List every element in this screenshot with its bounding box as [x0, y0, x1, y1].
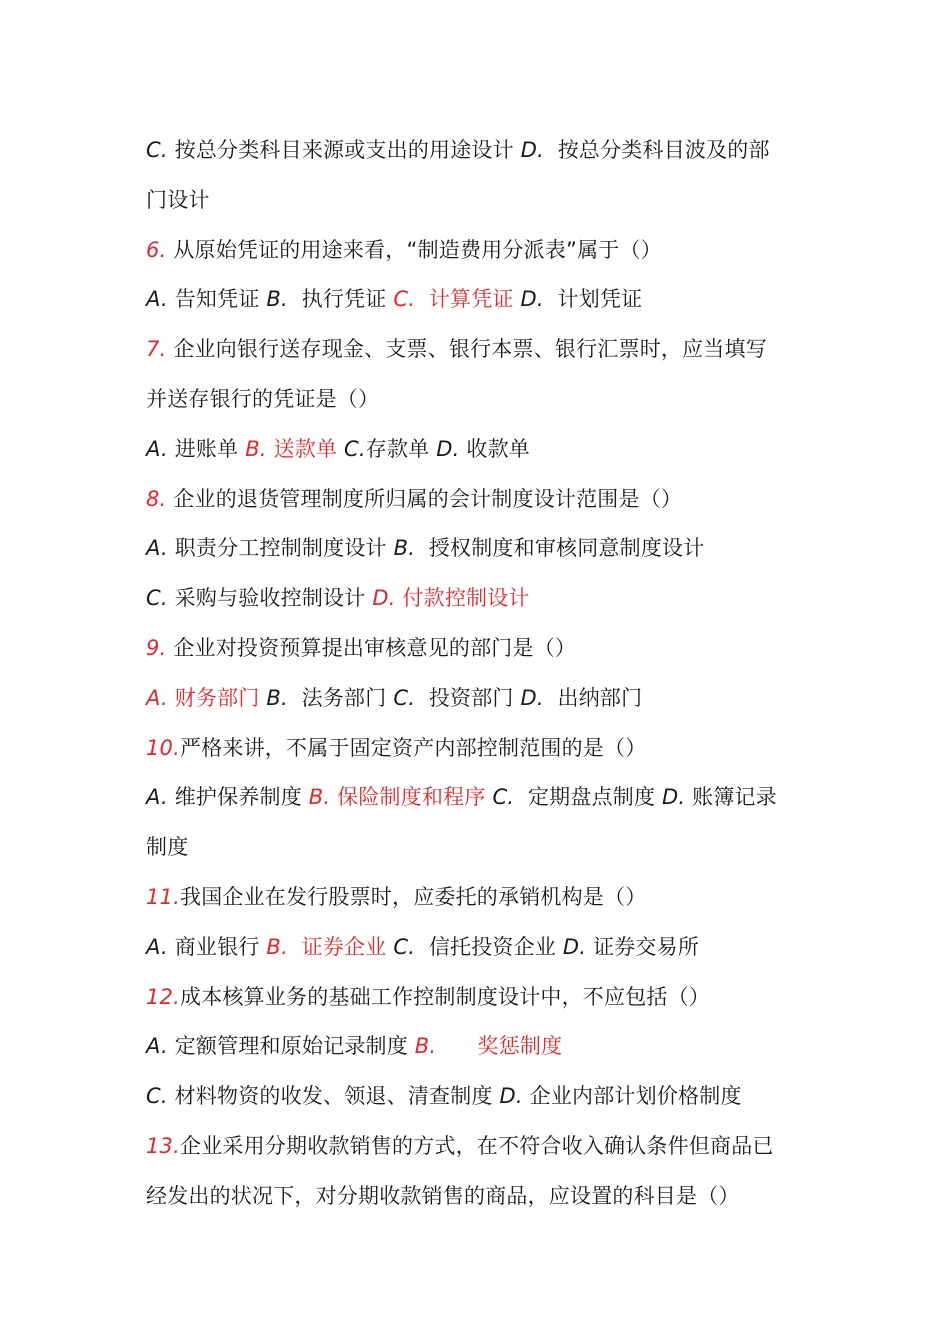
text-line — [146, 425, 816, 475]
text-segment: 企业采用分期收款销售的方式，在不符合收入确认条件但商品已 — [180, 1133, 774, 1158]
option-label: D. — [520, 138, 544, 162]
text-line — [146, 1122, 816, 1172]
text-segment: 计算凭证 — [415, 287, 521, 312]
option-label: C. — [146, 586, 168, 611]
text-line — [146, 624, 816, 674]
option-label: B. — [266, 287, 288, 312]
text-segment: 企业向银行送存现金、支票、银行本票、银行汇票时，应当填写 — [166, 337, 767, 362]
text-segment: 证券企业 — [287, 934, 394, 959]
text-segment: 按总分类科目来源或支出的用途设计 — [167, 138, 521, 162]
option-label: B. — [266, 685, 288, 710]
text-segment: 经发出的状况下，对分期收款销售的商品，应设置的科目是（） — [146, 1183, 740, 1208]
text-segment: 并送存银行的凭证是（） — [146, 386, 380, 411]
option-label: A. — [146, 287, 168, 312]
text-line — [146, 873, 816, 923]
option-label: 7. — [146, 337, 167, 362]
option-label: A. — [146, 934, 168, 959]
text-segment: 门设计 — [146, 187, 210, 212]
text-line — [146, 524, 816, 574]
text-line — [146, 475, 816, 525]
option-label: 9. — [146, 635, 167, 660]
text-segment: 按总分类科目波及的部 — [543, 138, 770, 162]
option-label: B. — [414, 1034, 437, 1059]
text-segment: 定额管理和原始记录制度 — [167, 1034, 415, 1059]
text-segment: 出纳部门 — [543, 685, 643, 710]
text-line — [146, 375, 816, 425]
text-segment: 执行凭证 — [287, 287, 394, 312]
option-label: C. — [146, 1084, 168, 1109]
option-label: C. — [393, 287, 416, 312]
option-label: A. — [146, 436, 168, 461]
option-label: C. — [146, 138, 168, 162]
text-segment: 计划凭证 — [543, 287, 643, 312]
option-label: D. — [520, 287, 544, 312]
option-label: 11. — [146, 884, 180, 909]
text-line — [146, 1172, 816, 1222]
text-segment: 财务部门 — [167, 685, 267, 710]
option-label: C. — [492, 785, 515, 810]
text-segment: 投资部门 — [415, 685, 521, 710]
text-line — [146, 325, 816, 375]
text-segment: 严格来讲，不属于固定资产内部控制范围的是（） — [180, 735, 647, 760]
option-label: A. — [146, 1034, 168, 1059]
text-line — [146, 176, 816, 226]
text-segment: 授权制度和审核同意制度设计 — [415, 536, 705, 561]
text-segment: 从原始凭证的用途来看，“制造费用分派表”属于（） — [166, 237, 662, 262]
text-segment: 告知凭证 — [167, 287, 267, 312]
text-segment: 奖惩制度 — [436, 1034, 563, 1059]
option-label: D. — [436, 436, 460, 461]
text-segment: 付款控制设计 — [395, 586, 530, 611]
text-segment: 材料物资的收发、领退、清查制度 — [167, 1084, 500, 1109]
option-label: 6. — [146, 237, 167, 262]
option-label: D. — [520, 685, 544, 710]
text-segment: 企业对投资预算提出审核意见的部门是（） — [166, 635, 577, 660]
option-label: A. — [146, 536, 168, 561]
text-segment: 法务部门 — [287, 685, 394, 710]
option-label: 8. — [146, 486, 167, 511]
option-label: A. — [146, 685, 168, 710]
option-label: B. — [308, 785, 331, 810]
option-label: C. — [393, 685, 416, 710]
text-line — [146, 1072, 816, 1122]
option-label: B. — [393, 536, 416, 561]
text-line — [146, 724, 816, 774]
option-label: B. — [266, 934, 288, 959]
option-label: D. — [372, 586, 396, 611]
option-label: C. — [344, 436, 366, 461]
text-segment: 账簿记录 — [685, 785, 777, 810]
text-segment: 信托投资企业 — [415, 934, 563, 959]
option-label: D. — [499, 1084, 523, 1109]
text-line — [146, 574, 816, 624]
text-segment: 收款单 — [459, 436, 531, 461]
text-line — [146, 923, 816, 973]
text-segment: 制度 — [146, 835, 189, 860]
option-label: B. — [245, 436, 267, 461]
text-segment: 存款单 — [365, 436, 437, 461]
option-label: A. — [146, 785, 168, 810]
option-label: C. — [393, 934, 416, 959]
text-line — [146, 773, 816, 823]
text-line — [146, 823, 816, 873]
text-segment: 定期盘点制度 — [514, 785, 663, 810]
document-page — [146, 126, 816, 1222]
text-line — [146, 126, 816, 176]
text-segment: 我国企业在发行股票时，应委托的承销机构是（） — [180, 884, 647, 909]
text-segment: 采购与验收控制设计 — [167, 586, 373, 611]
text-segment: 送款单 — [266, 436, 345, 461]
text-segment: 商业银行 — [167, 934, 267, 959]
text-line — [146, 1022, 816, 1072]
text-line — [146, 275, 816, 325]
option-label: D. — [662, 785, 686, 810]
text-segment: 保险制度和程序 — [330, 785, 493, 810]
text-segment: 进账单 — [167, 436, 246, 461]
option-label: D. — [562, 934, 587, 959]
text-segment: 维护保养制度 — [167, 785, 309, 810]
text-segment: 企业内部计划价格制度 — [522, 1084, 742, 1109]
option-label: 10. — [146, 735, 180, 760]
text-segment: 证券交易所 — [586, 934, 700, 959]
text-segment: 成本核算业务的基础工作控制制度设计中，不应包括（） — [180, 984, 710, 1009]
text-segment: 职责分工控制制度设计 — [167, 536, 394, 561]
option-label: 13. — [146, 1133, 180, 1158]
text-segment: 企业的退货管理制度所归属的会计制度设计范围是（） — [166, 486, 683, 511]
option-label: 12. — [146, 984, 180, 1009]
text-line — [146, 226, 816, 276]
text-line — [146, 674, 816, 724]
text-line — [146, 973, 816, 1023]
